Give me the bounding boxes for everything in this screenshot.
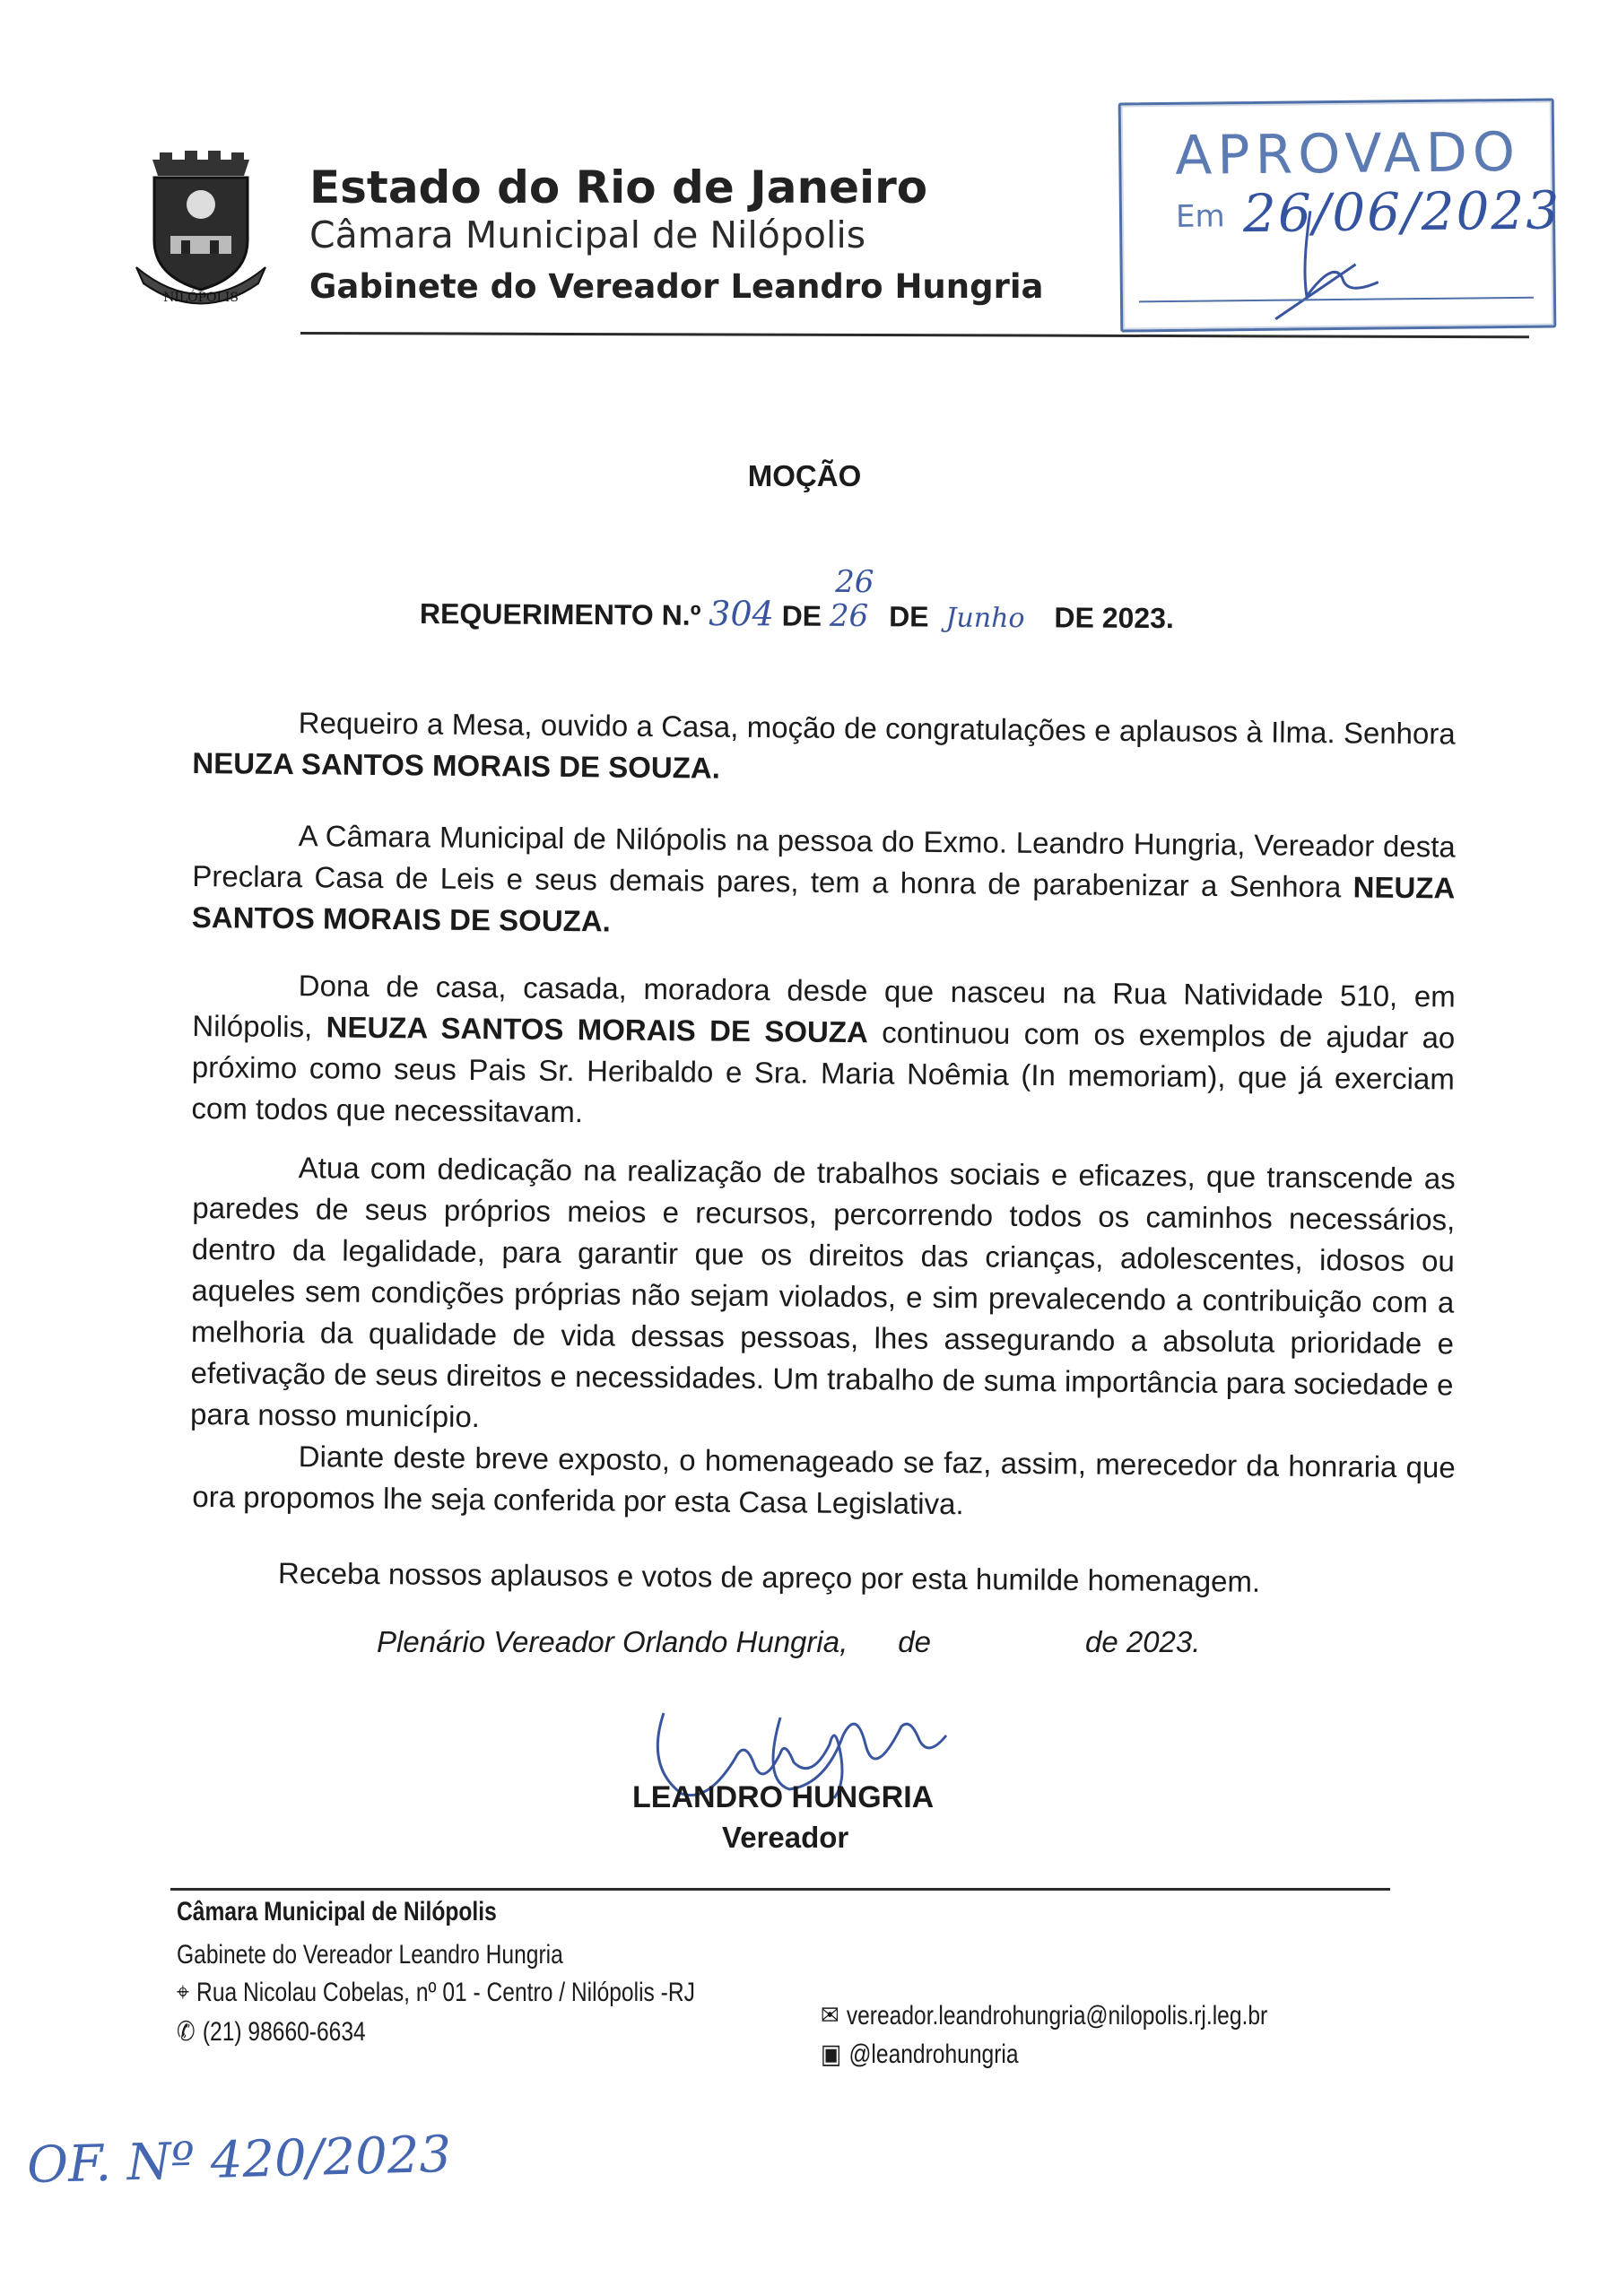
paragraph-4 [190, 1146, 1456, 1448]
header-rule [300, 332, 1529, 338]
footer-email-text: vereador.leandrohungria@nilopolis.rj.leg.br [846, 2001, 1268, 2031]
request-year: DE 2023. [1054, 601, 1174, 635]
paragraph-3 [191, 964, 1456, 1142]
request-line [419, 563, 1174, 636]
signature-name: LEANDRO HUNGRIA [632, 1780, 935, 1814]
request-day: 26 [829, 597, 869, 635]
footer-phone-text: (21) 98660-6634 [202, 2017, 366, 2047]
request-number: 304 [709, 593, 774, 634]
honoree-name: NEUZA SANTOS MORAIS DE SOUZA. [191, 870, 1456, 938]
footer-address-text: Rua Nicolau Cobelas, nº 01 - Centro / Nilópolis -RJ [196, 1978, 695, 2007]
footer-org: Câmara Municipal de Nilópolis [177, 1897, 497, 1926]
seal-text: NILÓPOLIS [163, 291, 239, 305]
place-de: de [898, 1625, 931, 1658]
phone-icon: ✆ [177, 2017, 196, 2047]
paragraph-1-text: Requeiro a Mesa, ouvido a Casa, moção de congratulações e aplausos à Ilma. Senhora [298, 706, 1456, 751]
footer-social [821, 2039, 1019, 2070]
municipal-seal-icon [135, 151, 267, 312]
paragraph-3-text-c: continuou com os exemplos de ajudar ao próximo como seus Pais Sr. Heribaldo e Sra. Maria Noêmia (In memoriam), que já exerciam com todos que necessitavam. [191, 1015, 1456, 1129]
paragraph-5-text: Diante deste breve exposto, o homenageado se faz, assim, merecedor da honraria que ora propomos lhe seja conferida por esta Casa Legislativa. [192, 1439, 1456, 1521]
approval-stamp [1118, 98, 1561, 332]
paragraph-2 [192, 814, 1456, 951]
request-de2: DE [889, 600, 929, 633]
paragraph-4-text: Atua com dedicação na realização de trabalhos sociais e eficazes, que transcende as paredes de seus próprios meios e recursos, percorrendo todos os caminhos necessários, dentro da legalidade, para garantir que os direitos das crianças, adolescentes, idosos ou aqueles sem condições próprias não sejam violados, e sim prevalecendo a contribuição com a melhoria da qualidade de vida dessas pessoas, lhes assegurando a absoluta prioridade e efetivação de seus direitos e necessidades. Um trabalho de suma importância para sociedade e para nosso município. [189, 1151, 1456, 1434]
email-icon: ✉ [821, 2001, 839, 2031]
stamp-date: 26/06/2023 [1242, 179, 1561, 245]
footer-office: Gabinete do Vereador Leandro Hungria [177, 1940, 563, 1970]
header-state: Estado do Rio de Janeiro [309, 161, 928, 213]
paragraph-3-text-a: Dona de casa, casada, moradora desde que nasceu na Rua Natividade 510, em Nilópolis, [192, 969, 1456, 1044]
place-date-line [377, 1625, 1200, 1659]
stamp-em-label: Em [1175, 198, 1225, 235]
paragraph-5 [192, 1435, 1456, 1530]
footer-rule [170, 1888, 1390, 1891]
footer-email [821, 2000, 1267, 2031]
header-office: Gabinete do Vereador Leandro Hungria [309, 267, 1044, 306]
place-year: de 2023. [1084, 1625, 1201, 1658]
header-chamber: Câmara Municipal de Nilópolis [309, 213, 866, 257]
honoree-name: NEUZA SANTOS MORAIS DE SOUZA [326, 1010, 869, 1049]
footer-address [177, 1978, 695, 2008]
stamp-title: APROVADO [1174, 120, 1521, 187]
request-month: Junho [945, 602, 1025, 635]
place-text: Plenário Vereador Orlando Hungria, [377, 1625, 848, 1658]
stamp-initials-icon [1257, 201, 1401, 328]
paragraph-1 [192, 701, 1456, 796]
location-icon: ⌖ [177, 1978, 189, 2007]
request-de1: DE [781, 599, 822, 632]
footer-social-text: @leandrohungria [848, 2039, 1019, 2069]
request-label: REQUERIMENTO N.º [419, 597, 701, 631]
request-day-above: 26 [835, 563, 874, 601]
document-title: MOÇÃO [747, 459, 862, 492]
footer-phone [177, 2016, 366, 2048]
closing-line: Receba nossos aplausos e votos de apreço por esta humilde homenagem. [277, 1556, 1261, 1598]
signature-role: Vereador [722, 1821, 849, 1854]
paragraph-2-text: A Câmara Municipal de Nilópolis na pessoa do Exmo. Leandro Hungria, Vereador desta Preclara Casa de Leis e seus demais pares, tem a honra de parabenizar a Senhora [192, 819, 1456, 904]
honoree-name: NEUZA SANTOS MORAIS DE SOUZA. [192, 745, 721, 785]
social-icon: ▣ [821, 2039, 842, 2069]
handwritten-of-number: OF. Nº 420/2023 [26, 2125, 452, 2196]
